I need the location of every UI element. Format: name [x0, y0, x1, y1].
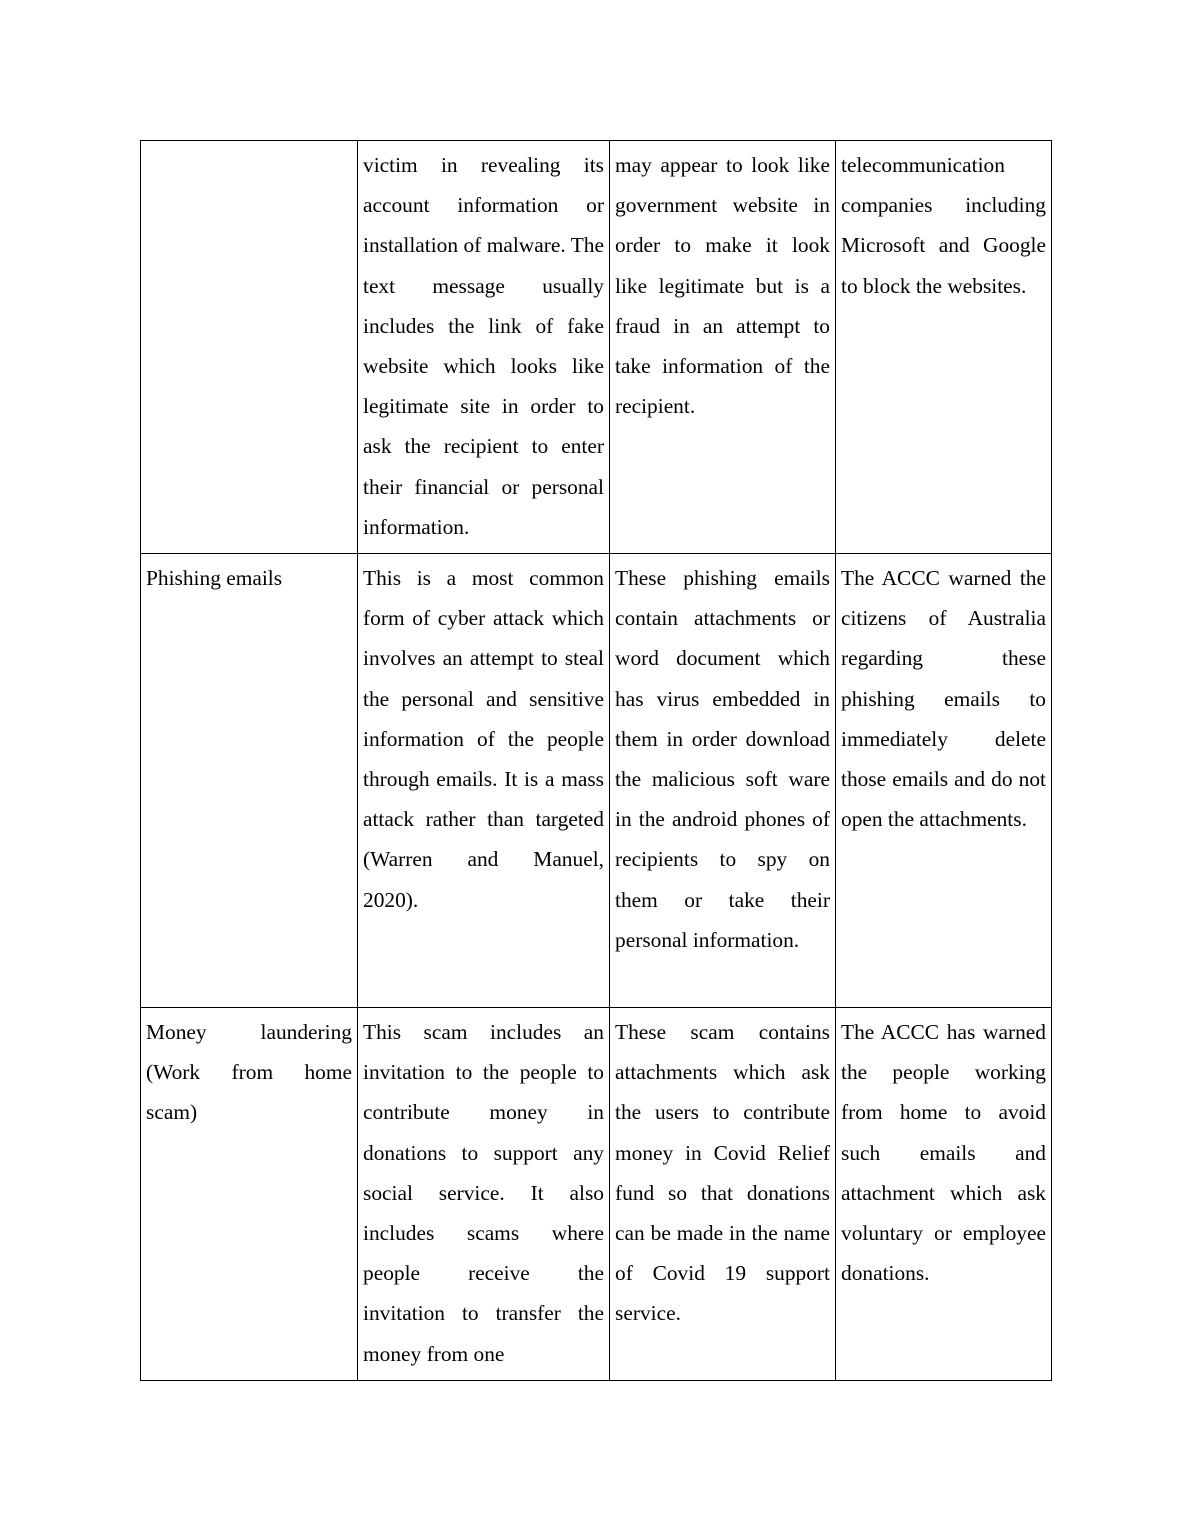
description-cell [358, 1008, 610, 1381]
scam-type-cell [141, 554, 358, 1008]
table-row [141, 141, 1052, 554]
scam-table [140, 140, 1052, 1381]
details-text: These scam contains attachments which ask the users to contribute money in Covid Relief fund so that donations can be made in the name of Covid 19 support service. [615, 1020, 830, 1326]
description-cell [358, 554, 610, 1008]
response-text: The ACCC warned the citizens of Australia regarding these phishing emails to immediately delete those emails and do not open the attachments. [841, 566, 1046, 832]
details-cell [610, 1008, 836, 1381]
scam-type-cell [141, 141, 358, 554]
description-text: victim in revealing its account information or installation of malware. The text message usually includes the link of fake website which looks like legitimate site in order to ask the recipient to enter their financial or personal information. [363, 153, 604, 539]
details-text: may appear to look like government website in order to make it look like legitimate but is a fraud in an attempt to take information of the recipient. [615, 153, 830, 419]
response-cell [836, 554, 1052, 1008]
scam-type-text: Phishing emails [146, 566, 283, 591]
details-cell [610, 554, 836, 1008]
scam-type-text: Money laundering (Work from home scam) [146, 1020, 352, 1125]
table-row [141, 554, 1052, 1008]
description-text: This scam includes an invitation to the people to contribute money in donations to support any social service. It also includes scams where people receive the invitation to transfer the money from one [363, 1020, 604, 1366]
response-text: The ACCC has warned the people working from home to avoid such emails and attachment which ask voluntary or employee donations. [841, 1020, 1046, 1286]
details-cell [610, 141, 836, 554]
details-text: These phishing emails contain attachments or word document which has virus embedded in them in order download the malicious soft ware in the android phones of recipients to spy on them or take their personal information. [615, 566, 830, 952]
scam-type-cell [141, 1008, 358, 1381]
table-row [141, 1008, 1052, 1381]
description-cell [358, 141, 610, 554]
description-text: This is a most common form of cyber attack which involves an attempt to steal the personal and sensitive information of the people through emails. It is a mass attack rather than targeted (Warren and Manuel, 2020). [363, 566, 604, 912]
response-cell [836, 141, 1052, 554]
response-cell [836, 1008, 1052, 1381]
response-text: telecommunication companies including Microsoft and Google to block the websites. [841, 153, 1046, 298]
